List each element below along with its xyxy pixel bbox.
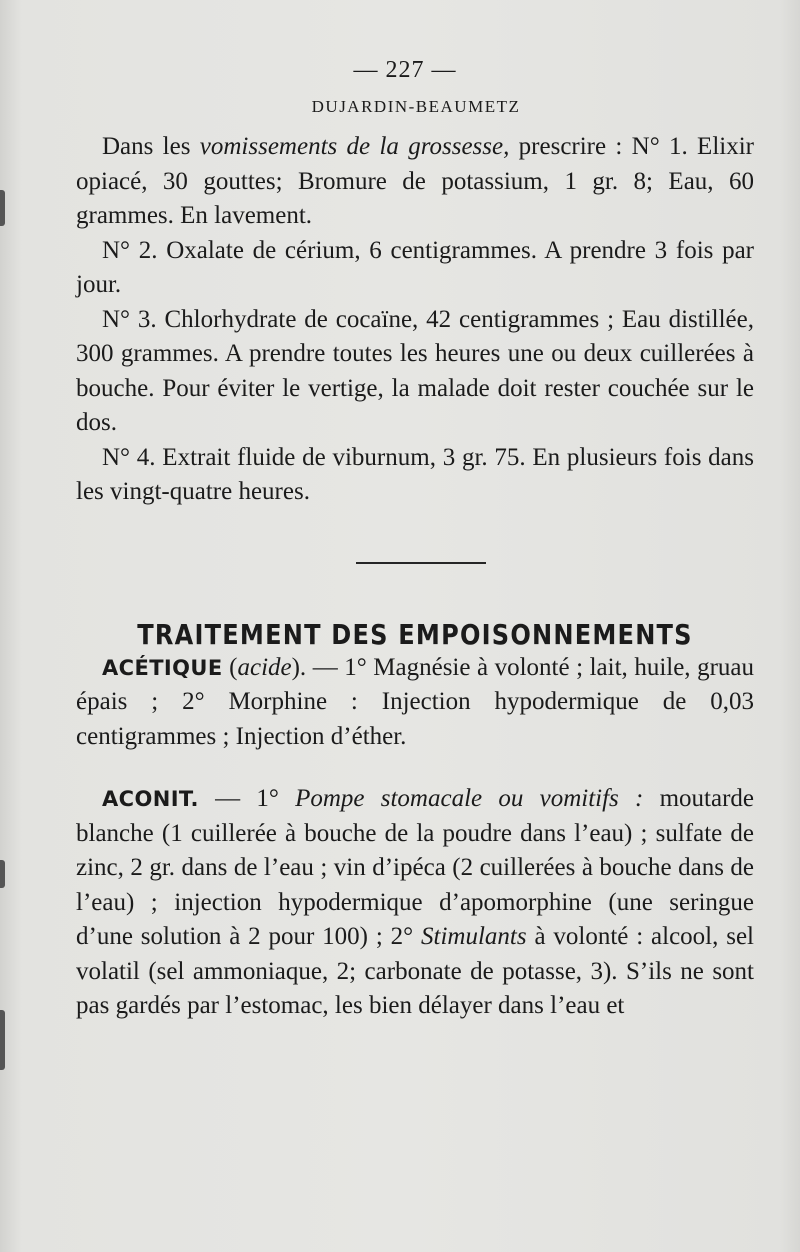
text-run: ). [291, 653, 307, 681]
entry-aconit [76, 782, 754, 1024]
entry-text: moutarde blanche (1 cuillerée à bouche de la poudre dans l’eau) ; sulfate de zinc, 2 gr. dans de l’eau ; vin d’ipéca (2 cuillerées à bouche dans de l’eau) ; injection hypodermique d’apomorphine (une seringue d’une solution à 2 pour 100) ; 2° [76, 785, 754, 950]
entry-term: ACONIT. [102, 787, 199, 811]
running-head: DUJARDIN-BEAUMETZ [311, 97, 521, 116]
page-content [76, 52, 754, 1024]
italic-term: Pompe stomacale ou vomitifs : [295, 785, 644, 812]
italic-term: acide [237, 653, 292, 681]
section-divider [356, 562, 486, 564]
paragraph-prescription-3: N° 3. Chlorhydrate de cocaïne, 42 centigrammes ; Eau distillée, 300 grammes. A prendre toutes les heures une ou deux cuillerées à bouche. Pour éviter le vertige, la malade doit rester couchée sur le dos. [76, 305, 754, 436]
paragraph-prescription-4: N° 4. Extrait fluide de viburnum, 3 gr. 75. En plusieurs fois dans les vingt-quatre heures. [76, 443, 754, 505]
entry-text: — 1° Magnésie à volonté ; lait, huile, gruau épais ; 2° Morphine : Injection hypodermique de 0,03 centigrammes ; Injection d’éther. [76, 653, 755, 750]
entry-text: à volonté : alcool, sel volatil (sel ammoniaque, 2; carbonate de potasse, 3). S’ils ne sont pas gardés par l’estomac, les bien délayer dans l’eau et [76, 923, 754, 1019]
text-run: ( [222, 653, 238, 681]
binding-shadow [0, 1010, 5, 1070]
italic-term: Stimulants [421, 923, 527, 950]
page-number: — 227 — [353, 57, 457, 83]
entry-acetique [76, 651, 754, 755]
paragraph-vomiting-intro [76, 130, 754, 234]
paragraph-prescription-2: N° 2. Oxalate de cérium, 6 centigrammes. A prendre 3 fois par jour. [76, 236, 754, 298]
text-run: — 1° [198, 785, 296, 812]
entry-term: ACÉTIQUE [102, 655, 223, 680]
text-run: Dans les [102, 133, 200, 160]
text-run: prescrire : N° 1. Elixir opiacé, 30 gouttes; Bromure de potassium, 1 gr. 8; Eau, 60 grammes. En lavement. [76, 133, 754, 229]
binding-shadow [0, 860, 5, 888]
italic-term: vomissements de la grossesse, [199, 133, 510, 160]
section-title: TRAITEMENT DES EMPOISONNEMENTS [137, 617, 693, 651]
binding-shadow [0, 190, 5, 226]
